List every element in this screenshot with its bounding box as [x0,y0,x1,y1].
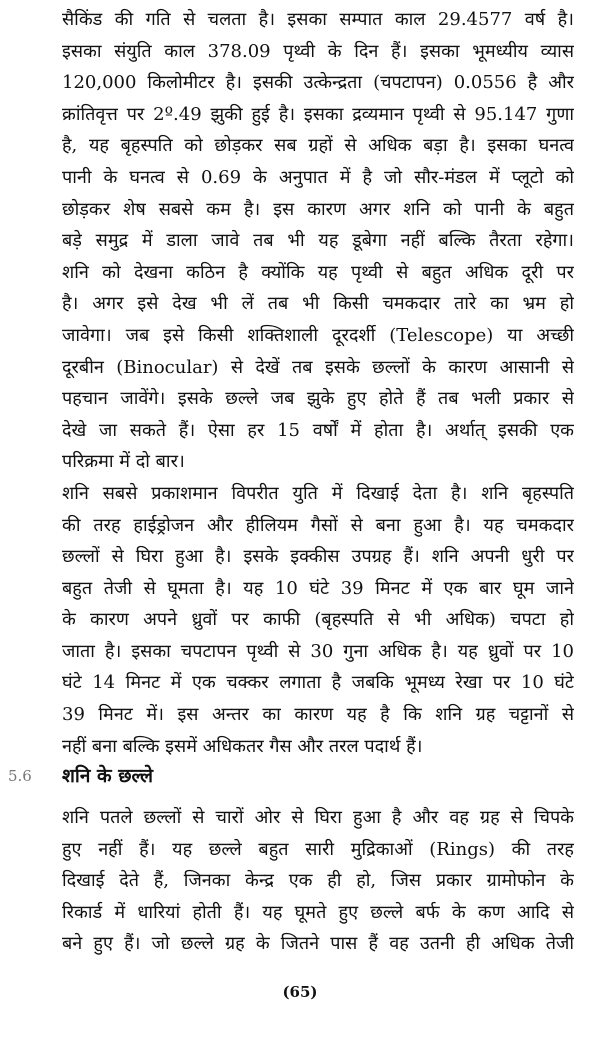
text-line: 39 मिनट में। इस अन्तर का कारण यह है कि शनि ग्रह चट्टानों से [62,704,574,726]
text-line: क्रांतिवृत्त पर 2º.49 झुकी हुई है। इसका द्रव्यमान पृथ्वी से 95.147 गुणा [62,103,574,125]
text-line: के कारण अपने ध्रुवों पर काफी (बृहस्पति से भी अधिक) चपटा हो [62,609,574,631]
text-line: बड़े समुद्र में डाला जावे तब भी यह डूबेगा नहीं बल्कि तैरता रहेगा। [62,230,574,252]
text-line: शनि सबसे प्रकाशमान विपरीत युति में दिखाई देता है। शनि बृहस्पति [62,482,574,504]
page-number: (65) [282,983,318,1001]
text-line: नहीं बना बल्कि इसमें अधिकतर गैस और तरल पदार्थ हैं। [62,735,423,757]
text-line: पहचान जावेंगे। इसके छल्ले जब झुके हुए होते हैं तब भली प्रकार से [62,388,574,410]
section-body [62,802,574,960]
text-line: दूरबीन (Binocular) से देखें तब इसके छल्लों के कारण आसानी से [62,356,574,378]
text-line: है, यह बृहस्पति को छोड़कर सब ग्रहों से अधिक बड़ा है। इसका घनत्व [62,135,574,157]
section-title: शनि के छल्ले [62,765,153,787]
text-line: घंटे 14 मिनट में एक चक्कर लगाता है जबकि भूमध्य रेखा पर 10 घंटे [62,672,574,694]
text-line: बने हुए हैं। जो छल्ले ग्रह के जितने पास हैं वह उतनी ही अधिक तेजी [62,933,574,955]
text-line: दिखाई देते हैं, जिनका केन्द्र एक ही हो, जिस प्रकार ग्रामोफोन के [62,870,574,892]
text-line: पानी के घनत्व से 0.69 के अनुपात में है जो सौर-मंडल में प्लूटो को [62,166,574,188]
text-line: इसका संयुति काल 378.09 पृथ्वी के दिन हैं। इसका भूमध्यीय व्यास [62,40,574,62]
text-line: की तरह हाईड्रोजन और हीलियम गैसों से बना हुआ है। यह चमकदार [62,514,574,536]
text-line: शनि पतले छल्लों से चारों ओर से घिरा हुआ है और वह ग्रह से चिपके [62,807,574,828]
text-line: हुए नहीं हैं। यह छल्ले बहुत सारी मुद्रिकाओं (Rings) की तरह [62,838,574,860]
section-heading [0,761,600,791]
text-line: बहुत तेजी से घूमता है। यह 10 घंटे 39 मिनट में एक बार घूम जाने [62,577,574,599]
text-line: रिकार्ड में धारियां होती हैं। यह घूमते हुए छल्ले बर्फ के कण आदि से [62,901,574,923]
text-line: जावेगा। जब इसे किसी शक्तिशाली दूरदर्शी (Telescope) या अच्छी [62,324,574,346]
text-line: जाता है। इसका चपटापन पृथ्वी से 30 गुना अधिक है। यह ध्रुवों पर 10 [62,640,574,662]
text-line: शनि को देखना कठिन है क्योंकि यह पृथ्वी से बहुत अधिक दूरी पर [62,261,574,283]
text-line: परिक्रमा में दो बार। [62,451,185,473]
section-number: 5.6 [8,767,32,785]
text-line: सैकिंड की गति से चलता है। इसका सम्पात काल 29.4577 वर्ष है। [62,9,574,30]
text-line: छल्लों से घिरा हुआ है। इसके इक्कीस उपग्रह हैं। शनि अपनी धुरी पर [62,546,574,568]
body-text [62,4,574,762]
text-line: देखे जा सकते हैं। ऐसा हर 15 वर्षों में होता है। अर्थात् इसकी एक [62,419,574,441]
text-line: छोड़कर शेष सबसे कम है। इस कारण अगर शनि को पानी के बहुत [62,198,574,220]
text-line: 120,000 किलोमीटर है। इसकी उत्केन्द्रता (चपटापन) 0.0556 है और [62,72,574,94]
text-line: है। अगर इसे देख भी लें तब भी किसी चमकदार तारे का भ्रम हो [62,293,574,315]
